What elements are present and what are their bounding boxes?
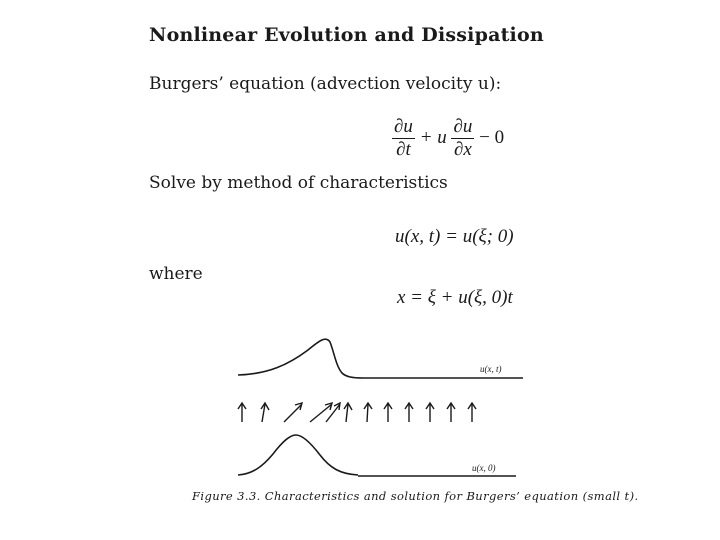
- bottom-initial-curve: [238, 435, 358, 475]
- dt-denominator: ∂t: [396, 139, 411, 160]
- top-curve-label: u(x, t): [480, 364, 502, 374]
- du-numerator-2: ∂u: [453, 116, 473, 137]
- figure-caption: Figure 3.3. Characteristics and solution for Burgers’ equation (small t).: [192, 489, 639, 503]
- bottom-curve-label: u(x, 0): [472, 463, 496, 473]
- arrow-10: [426, 403, 434, 422]
- equals-zero: − 0: [479, 126, 505, 148]
- arrow-1: [238, 403, 246, 422]
- plus-u-term: + u: [419, 126, 447, 148]
- solution-equation: u(x, t) = u(ξ; 0): [395, 226, 514, 247]
- arrow-9: [405, 403, 413, 422]
- du-numerator: ∂u: [394, 116, 413, 137]
- du-dt-fraction: [392, 116, 415, 161]
- arrow-3: [284, 403, 302, 422]
- page-title: Nonlinear Evolution and Dissipation: [149, 24, 544, 46]
- burgers-intro-text: Burgers’ equation (advection velocity u):: [149, 74, 502, 94]
- dx-denominator: ∂x: [454, 139, 472, 160]
- arrow-6: [344, 403, 352, 422]
- du-dx-fraction: [451, 116, 474, 161]
- burgers-equation: [392, 116, 504, 161]
- arrow-2: [261, 403, 269, 422]
- arrow-5: [326, 403, 340, 422]
- characteristics-figure: [228, 330, 538, 490]
- where-text: where: [149, 264, 203, 284]
- solve-method-text: Solve by method of characteristics: [149, 173, 448, 193]
- characteristic-equation: x = ξ + u(ξ, 0)t: [397, 287, 513, 308]
- characteristic-arrows: [238, 403, 476, 422]
- arrow-7: [364, 403, 372, 422]
- arrow-12: [468, 403, 476, 422]
- arrow-11: [447, 403, 455, 422]
- arrow-8: [384, 403, 392, 422]
